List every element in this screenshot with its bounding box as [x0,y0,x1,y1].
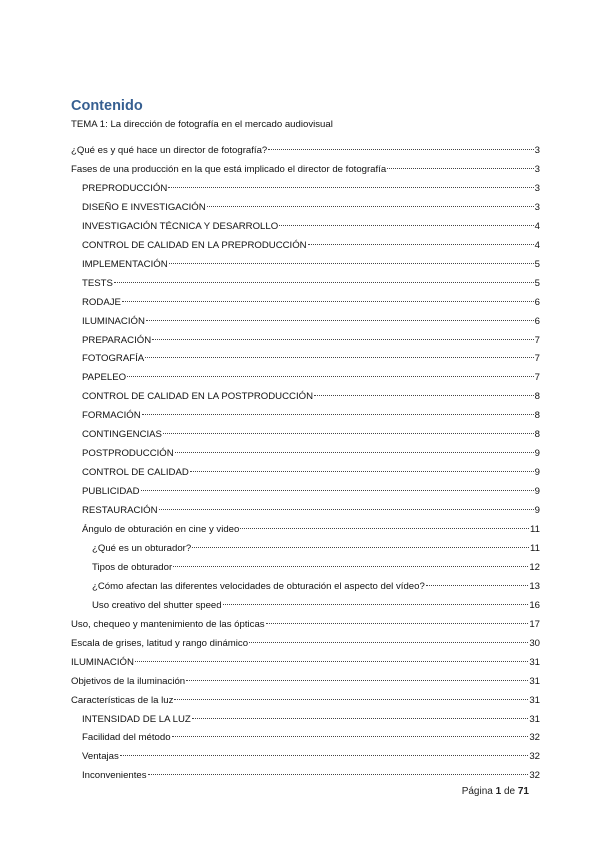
toc-entry-page: 3 [534,145,540,156]
toc-entry-label: FORMACIÓN [82,410,141,422]
toc-leader-dots [192,708,529,722]
toc-entry-page: 31 [529,713,540,725]
toc-entry-label: RESTAURACIÓN [82,505,158,517]
toc-entry[interactable] [82,442,540,460]
toc-leader-dots [240,518,529,532]
toc-entry[interactable] [82,196,540,213]
toc-entry-label: ILUMINACIÓN [71,656,134,668]
toc-entry-label: Escala de grises, latitud y rango dinámico [71,637,249,649]
toc-entry[interactable] [82,764,540,782]
toc-entry[interactable] [71,632,540,649]
toc-entry-label: Objetivos de la iluminación [71,675,186,687]
toc-entry[interactable] [82,177,540,194]
toc-entry-label: PREPARACIÓN [82,334,152,346]
toc-entry-page: 8 [534,429,540,441]
toc-entry[interactable] [82,272,540,289]
toc-subtitle: TEMA 1: La dirección de fotografía en el mercado audiovisual [71,119,333,130]
footer-page-word: Página [461,786,493,797]
toc-entry[interactable] [92,556,540,573]
toc-leader-dots [168,177,533,191]
toc-entry-page: 12 [529,561,540,573]
toc-entry-page: 5 [534,258,540,270]
toc-leader-dots [190,461,534,475]
toc-leader-dots [127,366,534,380]
toc-leader-dots [152,329,534,343]
toc-entry-label: IMPLEMENTACIÓN [82,258,168,270]
toc-leader-dots [268,139,533,153]
toc-entry[interactable] [82,215,540,232]
toc-leader-dots [207,196,534,210]
toc-entry[interactable] [71,689,540,706]
toc-entry-page: 6 [534,315,540,327]
toc-entry[interactable] [82,726,540,744]
toc-leader-dots [426,575,529,589]
toc-entry-label: Uso creativo del shutter speed [92,599,222,611]
toc-entry-label: Características de la luz [71,694,174,706]
toc-entry-label: CONTROL DE CALIDAD EN LA POSTPRODUCCIÓN [82,391,313,403]
toc-entry-label: Tipos de obturador [92,561,173,573]
toc-entry[interactable] [82,708,540,725]
toc-leader-dots [186,670,528,684]
toc-entry-page: 8 [534,391,540,403]
page-footer [462,786,529,797]
toc-entry-label: TESTS [82,277,113,289]
toc-entry-label: ¿Cómo afectan las diferentes velocidades de obturación el aspecto del vídeo? [92,580,425,592]
toc-heading: Contenido [71,98,143,114]
toc-entry[interactable] [82,291,540,308]
toc-entry[interactable] [92,594,540,611]
toc-entry-page: 9 [534,486,540,498]
toc-entry-page: 7 [534,372,540,384]
toc-entry-page: 13 [529,580,540,592]
toc-entry-page: 5 [534,277,540,289]
toc-leader-dots [223,594,529,608]
toc-entry[interactable] [82,423,540,441]
toc-entry-label: CONTROL DE CALIDAD [82,467,189,479]
toc-entry-page: 31 [529,694,540,706]
toc-entry-label: CONTINGENCIAS [82,429,162,441]
toc-entry-page: 3 [534,163,540,175]
toc-entry[interactable] [71,670,540,687]
toc-leader-dots [163,423,534,437]
toc-leader-dots [159,499,534,513]
toc-leader-dots [173,556,528,570]
toc-entry-label: INVESTIGACIÓN TÉCNICA Y DESARROLLO [82,220,279,232]
toc-entry-page: 7 [534,353,540,365]
toc-entry-page: 17 [529,618,540,630]
toc-entry[interactable] [82,347,540,365]
toc-leader-dots [122,291,534,305]
toc-leader-dots [387,158,533,172]
toc-leader-dots [249,632,528,646]
toc-entry-page: 32 [529,770,540,782]
toc-entry-page: 3 [534,182,540,194]
toc-entry-page: 30 [529,637,540,649]
toc-entry-label: POSTPRODUCCIÓN [82,448,174,460]
toc-entry[interactable] [92,575,540,592]
toc-leader-dots [192,537,529,551]
toc-entry[interactable] [82,234,540,251]
toc-leader-dots [141,480,534,494]
toc-entry-label: Ventajas [82,751,119,763]
toc-leader-dots [148,764,529,778]
toc-entry-label: ILUMINACIÓN [82,315,145,327]
toc-entry-page: 16 [529,599,540,611]
toc-leader-dots [114,272,534,286]
toc-leader-dots [175,442,534,456]
toc-leader-dots [145,347,533,361]
footer-current-page: 1 [495,786,502,797]
toc-entry-page: 9 [534,448,540,460]
toc-entry[interactable] [82,253,540,270]
toc-entry-page: 9 [534,467,540,479]
toc-entry-label: Ángulo de obturación en cine y video [82,524,240,535]
toc-leader-dots [142,404,534,418]
toc-entry[interactable] [82,499,540,517]
toc-entry-label: PUBLICIDAD [82,486,140,498]
toc-leader-dots [135,651,528,665]
toc-entry-page: 31 [529,675,540,687]
toc-leader-dots [120,745,529,759]
toc-entry[interactable] [82,461,540,479]
toc-leader-dots [146,310,534,324]
toc-entry[interactable] [82,366,540,384]
toc-entry[interactable] [71,158,540,175]
toc-entry-page: 8 [534,410,540,422]
toc-entry-page: 9 [534,505,540,517]
toc-entry-page: 7 [534,334,540,346]
toc-entry-label: ¿Qué es un obturador? [92,542,192,554]
toc-leader-dots [174,689,528,703]
toc-entry-page: 11 [530,542,540,554]
toc-entry-label: PREPRODUCCIÓN [82,182,168,194]
toc-entry[interactable] [82,745,540,763]
toc-entry-page: 3 [534,201,540,213]
toc-entry[interactable] [71,139,540,156]
toc-entry-page: 11 [530,524,540,535]
toc-leader-dots [169,253,534,267]
toc-entry[interactable] [82,385,540,403]
toc-leader-dots [314,385,534,399]
footer-of-word: de [503,786,516,797]
toc-entry[interactable] [82,518,540,535]
toc-entry[interactable] [82,310,540,327]
toc-entry-page: 31 [529,656,540,668]
toc-entry[interactable] [82,404,540,422]
toc-entry-label: FOTOGRAFÍA [82,353,145,365]
toc-entry-label: Inconvenientes [82,770,147,782]
toc-entry-page: 6 [534,296,540,308]
toc-entry-label: Fases de una producción en la que está implicado el director de fotografía [71,163,387,175]
toc-leader-dots [308,234,534,248]
toc-entry[interactable] [71,613,540,630]
toc-leader-dots [279,215,533,229]
footer-total-pages: 71 [517,786,529,797]
toc-entry[interactable] [71,651,540,668]
toc-entry-label: RODAJE [82,296,121,308]
toc-entry[interactable] [92,537,540,554]
toc-entry[interactable] [82,480,540,498]
toc-entry-label: DISEÑO E INVESTIGACIÓN [82,201,206,213]
toc-entry-page: 4 [534,239,540,251]
toc-entry-page: 4 [534,220,540,232]
toc-entry-label: CONTROL DE CALIDAD EN LA PREPRODUCCIÓN [82,239,307,251]
toc-entry-page: 32 [529,732,540,744]
toc-entry-label: ¿Qué es y qué hace un director de fotografía? [71,145,268,156]
toc-entry-page: 32 [529,751,540,763]
toc-entry-label: Uso, chequeo y mantenimiento de las ópticas [71,618,265,630]
toc-entry-label: INTENSIDAD DE LA LUZ [82,713,191,725]
toc-entry-label: PAPELEO [82,372,127,384]
toc-entry-label: Facilidad del método [82,732,171,744]
toc-leader-dots [266,613,529,627]
toc-leader-dots [172,726,529,740]
toc-entry[interactable] [82,329,540,346]
